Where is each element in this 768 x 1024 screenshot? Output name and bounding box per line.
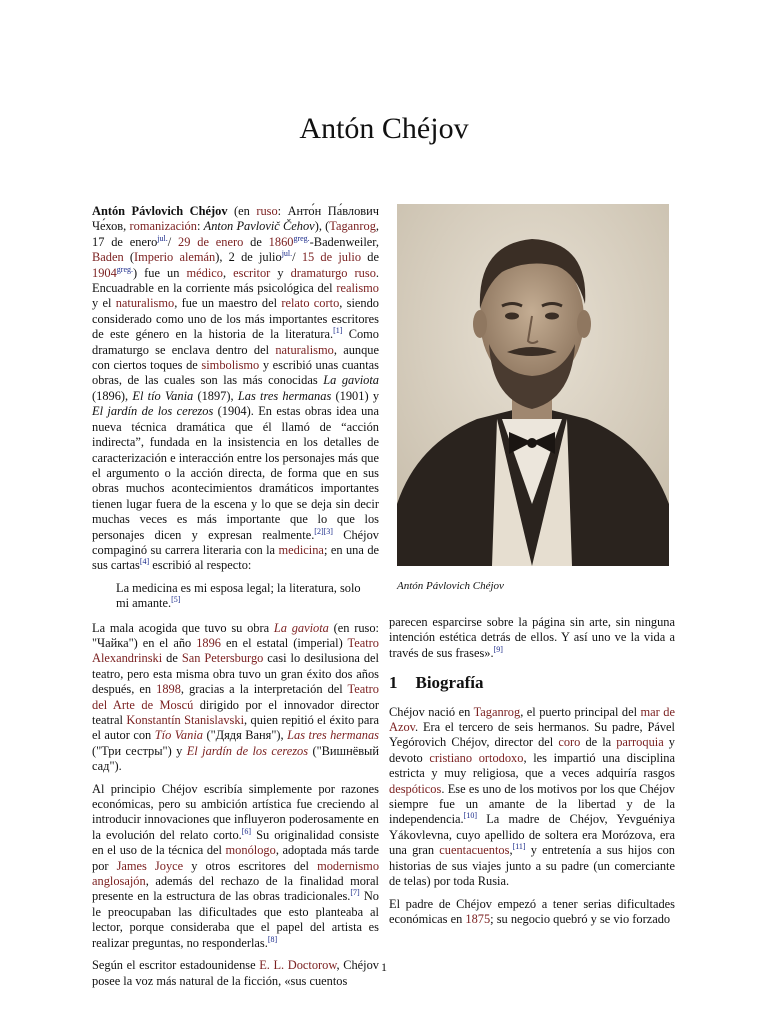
body-paragraph: Según el escritor estadounidense E. L. Doctorow, Chéjov posee la voz más natural de la ficción, «sus cuentos xyxy=(92,958,379,988)
wiki-link[interactable]: Tío Vania xyxy=(154,728,203,743)
section-title: Biografía xyxy=(415,673,484,693)
wiki-link[interactable]: El jardín de los cerezos xyxy=(186,743,309,758)
wiki-link[interactable]: cristiano ortodoxo xyxy=(429,750,524,765)
wiki-link[interactable]: Imperio alemán xyxy=(134,250,216,265)
wiki-link[interactable]: San Petersburgo xyxy=(181,651,264,666)
footnote-ref[interactable]: jul. xyxy=(281,249,293,259)
wiki-link[interactable]: James Joyce xyxy=(116,858,184,873)
figure-caption: Antón Pávlovich Chéjov xyxy=(397,580,504,592)
wiki-link[interactable]: La gaviota xyxy=(273,620,329,635)
footnote-ref[interactable]: [9] xyxy=(493,644,503,654)
footnote-ref[interactable]: [7] xyxy=(350,888,360,898)
wiki-link[interactable]: Konstantín Stanislavski xyxy=(126,713,245,727)
body-paragraph: El padre de Chéjov empezó a tener serias dificultades económicas en 1875; su negocio quebró y se vio forzado xyxy=(389,896,675,926)
wiki-link[interactable]: 15 de julio xyxy=(301,250,362,265)
wiki-link[interactable]: relato corto xyxy=(281,296,340,311)
wiki-link[interactable]: medicina xyxy=(278,542,324,557)
wiki-link[interactable]: médico xyxy=(186,265,223,280)
section-number: 1 xyxy=(389,673,398,693)
wiki-link[interactable]: modernismo anglosajón xyxy=(92,858,380,889)
wiki-link[interactable]: 1896 xyxy=(196,635,221,650)
section-heading xyxy=(389,673,675,693)
wiki-link[interactable]: naturalismo xyxy=(115,296,175,311)
left-column xyxy=(92,204,379,996)
body-paragraph: Chéjov nació en Taganrog, el puerto principal del mar de Azov. Era el tercero de seis hermanos. Su padre, Pável Yegórovich Chéjov, director del coro de la parroquia y devoto cristiano ortodoxo, les impartió una disciplina estricta y muy religiosa, que a veces adquiría rasgos despóticos. Ese es uno de los motivos por los que Chéjov siempre fue un amante de la libertad y de la independencia.[10] La madre de Chéjov, Yevguéniya Yákovlevna, cuyo apellido de soltera era Morózova, era una gran cuentacuentos,[11] y entretenía a sus hijos con historias de sus viajes junto a su padre (un comerciante de telas) por toda Rusia. xyxy=(389,704,676,889)
intro-paragraph: Antón Pávlovich Chéjov (en ruso: Анто́н Па́влович Че́хов, romanización: Anton Pavlovič Čehov), (Taganrog, 17 de enero$^{jul.}$/ 29 de enero de $1860^{greg.}$-Badenweiler, Baden (Imperio alemán), 2 de julio$^{jul.}$/ 15 de julio de $1904^{greg.}$) fue un médico, escritor y dramaturgo ruso. Encuadrable en la corriente más psicológica del realismo y el naturalismo, fue un maestro del relato corto, siendo considerado como uno de los más importantes escritores de este género en la historia de la literatura.[1] Como dramaturgo se enclava dentro del naturalismo, aunque con ciertos toques de simbolismo y escribió unas cuantas obras, de las cuales son las más conocidas La gaviota (1896), El tío Vania (1897), Las tres hermanas (1901) y El jardín de los cerezos (1904). En estas obras idea una nueva técnica dramática que él llamó de “acción indirecta”, fundada en la insistencia en los detalles de caracterización e interacción entre los personajes más que el argumento o la acción directa, de forma que en sus obras muchos acontecimientos dramáticos importantes tienen lugar fuera de la escena y lo que se deja sin decir muchas veces es más importante que lo que los personajes dicen y expresan realmente.[2][3] Chéjov compaginó su carrera literaria con la medicina; en una de sus cartas[4] escribió al respecto: xyxy=(92,204,380,573)
wiki-link[interactable]: parroquia xyxy=(616,735,664,750)
wiki-link[interactable]: escritor xyxy=(233,265,271,280)
wiki-link[interactable]: 1898 xyxy=(156,682,181,697)
block-quote: La medicina es mi esposa legal; la literatura, solo mi amante.[5] xyxy=(116,580,361,611)
wiki-link[interactable]: Taganrog xyxy=(329,219,376,234)
footnote-ref[interactable]: [4] xyxy=(139,557,150,567)
wiki-link[interactable]: realismo xyxy=(336,281,379,296)
wiki-link[interactable]: Teatro Alexandrinski xyxy=(92,635,379,666)
wiki-link[interactable]: mar de Azov xyxy=(389,704,675,735)
body-paragraph: parecen esparcirse sobre la página sin arte, sin ninguna intención estética detrás de ellos. Y así uno ve la vida a través de sus frases».[9] xyxy=(389,615,675,660)
footnote-ref[interactable]: [5] xyxy=(171,595,181,605)
wiki-link[interactable]: ruso xyxy=(256,204,278,218)
right-column xyxy=(389,615,675,934)
footnote-ref[interactable]: [11] xyxy=(512,842,526,852)
portrait-image xyxy=(397,204,669,566)
wiki-link[interactable]: 1875 xyxy=(465,911,491,926)
body-paragraph: La mala acogida que tuvo su obra La gaviota (en ruso: "Чайка") en el año 1896 en el estatal (imperial) Teatro Alexandrinski de San Petersburgo casi lo desilusiona del teatro, pero esta misma obra tuvo un gran éxito dos años después, en 1898, gracias a la interpretación del Teatro del Arte de Moscú dirigido por el innovador director teatral Konstantín Stanislavski, quien repitió el éxito para el autor con Tío Vania ("Дядя Ваня"), Las tres hermanas ("Три сестры") y El jardín de los cerezos ("Вишнёвый сад"). xyxy=(92,620,380,774)
footnote-ref[interactable]: greg. xyxy=(116,264,133,274)
portrait-photo xyxy=(397,204,669,566)
wiki-link[interactable]: Teatro del Arte de Moscú xyxy=(92,682,379,712)
wiki-link[interactable]: dramaturgo xyxy=(290,265,348,280)
footnote-ref[interactable]: [2][3] xyxy=(314,526,333,536)
footnote-ref[interactable]: [1] xyxy=(333,326,343,336)
wiki-link[interactable]: 1904 xyxy=(92,265,117,280)
body-paragraph: Al principio Chéjov escribía simplemente por razones económicas, pero su ambición artística fue creciendo al introducir innovaciones que influyeron poderosamente en la evolución del relato corto.[6] Su originalidad consiste en el uso de la técnica del monólogo, adoptada más tarde por James Joyce y otros escritores del modernismo anglosajón, además del rechazo de la finalidad moral presente en la estructura de las obras tradicionales.[7] No le preocupaban las dificultades que esto planteaba al lector, porque consideraba que el papel del artista es realizar preguntas, no responderlas.[8] xyxy=(92,781,380,950)
wiki-link[interactable]: despóticos xyxy=(389,781,442,796)
wiki-link[interactable]: cuentacuentos xyxy=(439,843,510,858)
wiki-link[interactable]: Taganrog xyxy=(473,704,521,719)
footnote-ref[interactable]: [10] xyxy=(463,811,477,821)
wiki-link[interactable]: simbolismo xyxy=(201,358,260,373)
wiki-link[interactable]: 29 de enero xyxy=(178,234,244,249)
wiki-link[interactable]: romanización xyxy=(129,219,197,234)
footnote-ref[interactable]: [8] xyxy=(267,934,278,944)
footnote-ref[interactable]: [6] xyxy=(241,826,252,836)
wiki-link[interactable]: Las tres hermanas xyxy=(287,728,379,743)
wiki-link[interactable]: coro xyxy=(558,735,581,750)
wiki-link[interactable]: 1860 xyxy=(268,234,294,249)
wiki-link[interactable]: ruso xyxy=(354,265,376,280)
wiki-link[interactable]: monólogo xyxy=(225,843,276,858)
wiki-link[interactable]: Baden xyxy=(92,250,124,265)
page-number: 1 xyxy=(381,960,387,974)
footnote-ref[interactable]: greg. xyxy=(293,233,310,243)
footnote-ref[interactable]: jul. xyxy=(157,233,168,243)
page-title: Antón Chéjov xyxy=(299,112,469,145)
wiki-link[interactable]: naturalismo xyxy=(275,342,334,357)
wiki-link[interactable]: E. L. Doctorow xyxy=(259,958,337,973)
